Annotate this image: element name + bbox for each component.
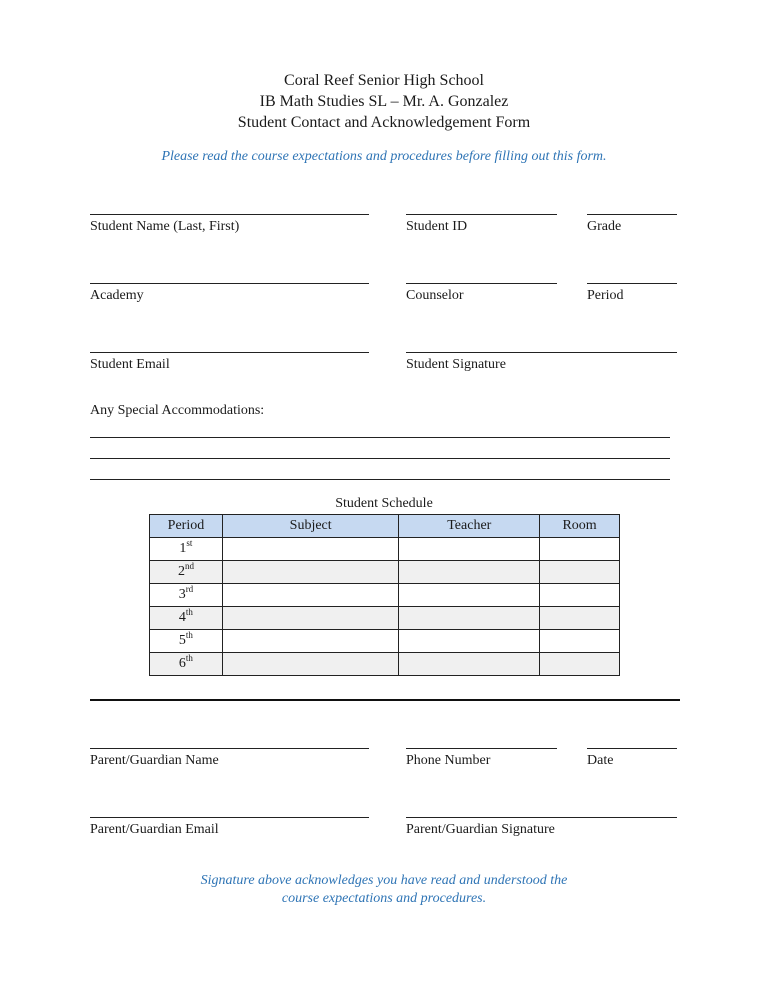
period-label: Period bbox=[587, 288, 624, 303]
period-cell: 5th bbox=[150, 630, 223, 653]
subject-cell[interactable] bbox=[222, 538, 399, 561]
subject-cell[interactable] bbox=[222, 630, 399, 653]
schedule-header-row bbox=[150, 515, 620, 538]
room-cell[interactable] bbox=[540, 584, 620, 607]
header-period: Period bbox=[150, 515, 223, 538]
phone-label: Phone Number bbox=[406, 753, 491, 768]
parent-signature-blank[interactable] bbox=[406, 817, 677, 818]
special-accommodations-line-2[interactable] bbox=[90, 458, 670, 459]
room-cell[interactable] bbox=[540, 561, 620, 584]
period-blank[interactable] bbox=[587, 283, 677, 284]
academy-field[interactable] bbox=[90, 283, 369, 304]
student-email-blank[interactable] bbox=[90, 352, 369, 353]
form-title: Student Contact and Acknowledgement Form bbox=[237, 114, 531, 131]
schedule-caption: Student Schedule bbox=[335, 496, 433, 511]
period-field[interactable] bbox=[587, 283, 677, 304]
special-accommodations-line-3[interactable] bbox=[90, 479, 670, 480]
room-cell[interactable] bbox=[540, 653, 620, 676]
subject-cell[interactable] bbox=[222, 607, 399, 630]
date-blank[interactable] bbox=[587, 748, 677, 749]
school-name: Coral Reef Senior High School bbox=[284, 72, 484, 89]
grade-field[interactable] bbox=[587, 214, 677, 235]
teacher-cell[interactable] bbox=[399, 538, 540, 561]
period-cell: 1st bbox=[150, 538, 223, 561]
student-name-blank[interactable] bbox=[90, 214, 369, 215]
student-name-label: Student Name (Last, First) bbox=[90, 219, 240, 234]
parent-name-field[interactable] bbox=[90, 748, 369, 769]
student-email-field[interactable] bbox=[90, 352, 369, 373]
parent-signature-field[interactable] bbox=[406, 817, 677, 838]
acknowledgement-note bbox=[0, 872, 768, 908]
period-cell: 3rd bbox=[150, 584, 223, 607]
table-row bbox=[150, 561, 620, 584]
parent-signature-label: Parent/Guardian Signature bbox=[406, 822, 555, 837]
counselor-blank[interactable] bbox=[406, 283, 557, 284]
teacher-cell[interactable] bbox=[399, 653, 540, 676]
header-room: Room bbox=[540, 515, 620, 538]
academy-blank[interactable] bbox=[90, 283, 369, 284]
phone-field[interactable] bbox=[406, 748, 557, 769]
subject-cell[interactable] bbox=[222, 561, 399, 584]
table-row bbox=[150, 538, 620, 561]
subject-cell[interactable] bbox=[222, 584, 399, 607]
acknowledgement-line-1: Signature above acknowledges you have read and understood the bbox=[200, 873, 568, 888]
student-signature-label: Student Signature bbox=[406, 357, 506, 372]
counselor-field[interactable] bbox=[406, 283, 557, 304]
grade-blank[interactable] bbox=[587, 214, 677, 215]
date-label: Date bbox=[587, 753, 614, 768]
schedule-table bbox=[149, 514, 620, 676]
period-cell: 4th bbox=[150, 607, 223, 630]
date-field[interactable] bbox=[587, 748, 677, 769]
grade-label: Grade bbox=[587, 219, 622, 234]
student-email-label: Student Email bbox=[90, 357, 170, 372]
period-cell: 2nd bbox=[150, 561, 223, 584]
section-divider bbox=[90, 699, 680, 701]
parent-email-blank[interactable] bbox=[90, 817, 369, 818]
student-id-field[interactable] bbox=[406, 214, 557, 235]
teacher-cell[interactable] bbox=[399, 607, 540, 630]
special-accommodations-label: Any Special Accommodations: bbox=[90, 403, 265, 418]
header-teacher: Teacher bbox=[399, 515, 540, 538]
student-id-blank[interactable] bbox=[406, 214, 557, 215]
student-id-label: Student ID bbox=[406, 219, 468, 234]
table-row bbox=[150, 630, 620, 653]
header-subject: Subject bbox=[222, 515, 399, 538]
teacher-cell[interactable] bbox=[399, 561, 540, 584]
room-cell[interactable] bbox=[540, 538, 620, 561]
subject-cell[interactable] bbox=[222, 653, 399, 676]
table-row bbox=[150, 607, 620, 630]
phone-blank[interactable] bbox=[406, 748, 557, 749]
parent-name-blank[interactable] bbox=[90, 748, 369, 749]
room-cell[interactable] bbox=[540, 607, 620, 630]
parent-name-label: Parent/Guardian Name bbox=[90, 753, 219, 768]
acknowledgement-line-2: course expectations and procedures. bbox=[281, 891, 487, 906]
table-row bbox=[150, 584, 620, 607]
special-accommodations-line-1[interactable] bbox=[90, 437, 670, 438]
room-cell[interactable] bbox=[540, 630, 620, 653]
parent-email-label: Parent/Guardian Email bbox=[90, 822, 219, 837]
student-signature-field[interactable] bbox=[406, 352, 677, 373]
counselor-label: Counselor bbox=[406, 288, 464, 303]
parent-email-field[interactable] bbox=[90, 817, 369, 838]
table-row bbox=[150, 653, 620, 676]
form-header bbox=[0, 70, 768, 133]
course-name: IB Math Studies SL – Mr. A. Gonzalez bbox=[259, 93, 509, 110]
academy-label: Academy bbox=[90, 288, 144, 303]
student-name-field[interactable] bbox=[90, 214, 369, 235]
period-cell: 6th bbox=[150, 653, 223, 676]
teacher-cell[interactable] bbox=[399, 584, 540, 607]
teacher-cell[interactable] bbox=[399, 630, 540, 653]
instruction-text: Please read the course expectations and procedures before filling out this form. bbox=[161, 149, 607, 164]
student-signature-blank[interactable] bbox=[406, 352, 677, 353]
